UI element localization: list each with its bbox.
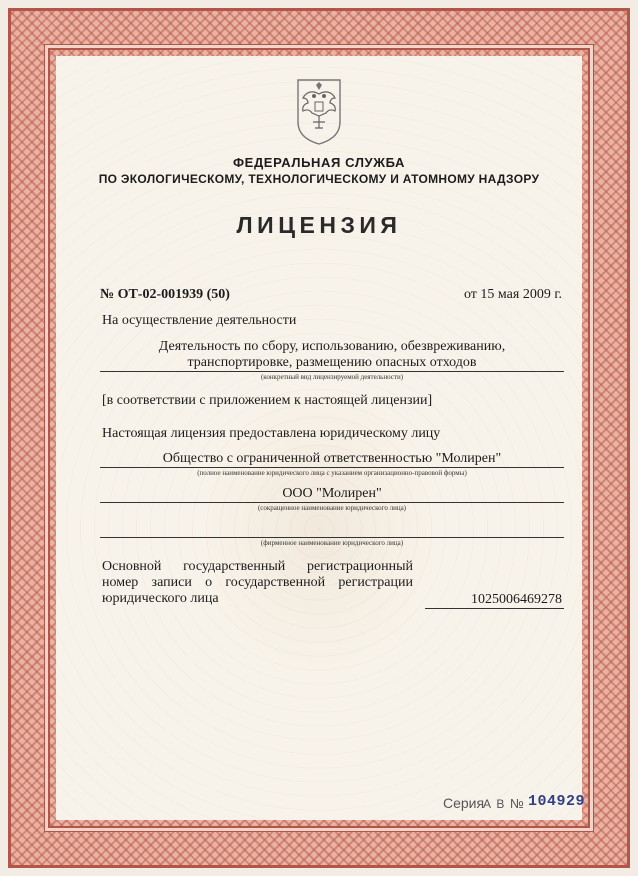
licensee-intro: Настоящая лицензия предоставлена юридическому лицу xyxy=(102,426,441,441)
agency-name-line1: ФЕДЕРАЛЬНАЯ СЛУЖБА xyxy=(232,155,406,170)
licensee-short-name: ООО "Молирен" xyxy=(282,486,382,501)
activity-text-line1: Деятельность по сбору, использованию, обезвреживанию, xyxy=(158,339,506,354)
short-name-caption: (сокращенное наименование юридического лица) xyxy=(257,504,407,512)
series-label: Серия xyxy=(443,795,485,811)
full-name-caption: (полное наименование юридического лица с указанием организационно-правовой формы) xyxy=(197,469,467,477)
licensee-full-name: Общество с ограниченной ответственностью "Молирен" xyxy=(162,451,502,466)
series-number-sign: № xyxy=(510,796,524,811)
ogrn-underline xyxy=(425,608,564,609)
registration-label-line1: Основной государственный регистрационный xyxy=(102,559,413,574)
license-number: № ОТ-02-001939 (50) xyxy=(100,287,230,302)
activity-text-line2: транспортировке, размещению опасных отходов xyxy=(187,355,477,370)
license-date: от 15 мая 2009 г. xyxy=(463,287,562,302)
series-number: 104929 xyxy=(528,793,586,810)
russian-coat-of-arms-icon xyxy=(294,76,344,146)
brand-name-underline xyxy=(100,537,564,538)
short-name-underline xyxy=(100,502,564,503)
appendix-note: [в соответствии с приложением к настоящей лицензии] xyxy=(102,393,433,408)
activity-caption: (конкретный вид лицензируемой деятельности) xyxy=(260,373,404,381)
registration-label-line3: юридического лица xyxy=(102,591,219,606)
ogrn-value: 1025006469278 xyxy=(471,592,562,607)
series-letters: А В xyxy=(483,797,506,811)
full-name-underline xyxy=(100,467,564,468)
agency-name-line2: ПО ЭКОЛОГИЧЕСКОМУ, ТЕХНОЛОГИЧЕСКОМУ И АТОМНОМУ НАДЗОРУ xyxy=(98,172,540,186)
brand-name-caption: (фирменное наименование юридического лица) xyxy=(260,539,404,547)
document-title: ЛИЦЕНЗИЯ xyxy=(236,212,402,238)
activity-intro: На осуществление деятельности xyxy=(102,313,297,328)
activity-underline xyxy=(100,371,564,372)
registration-label-line2: номер записи о государственной регистрации xyxy=(102,575,413,590)
